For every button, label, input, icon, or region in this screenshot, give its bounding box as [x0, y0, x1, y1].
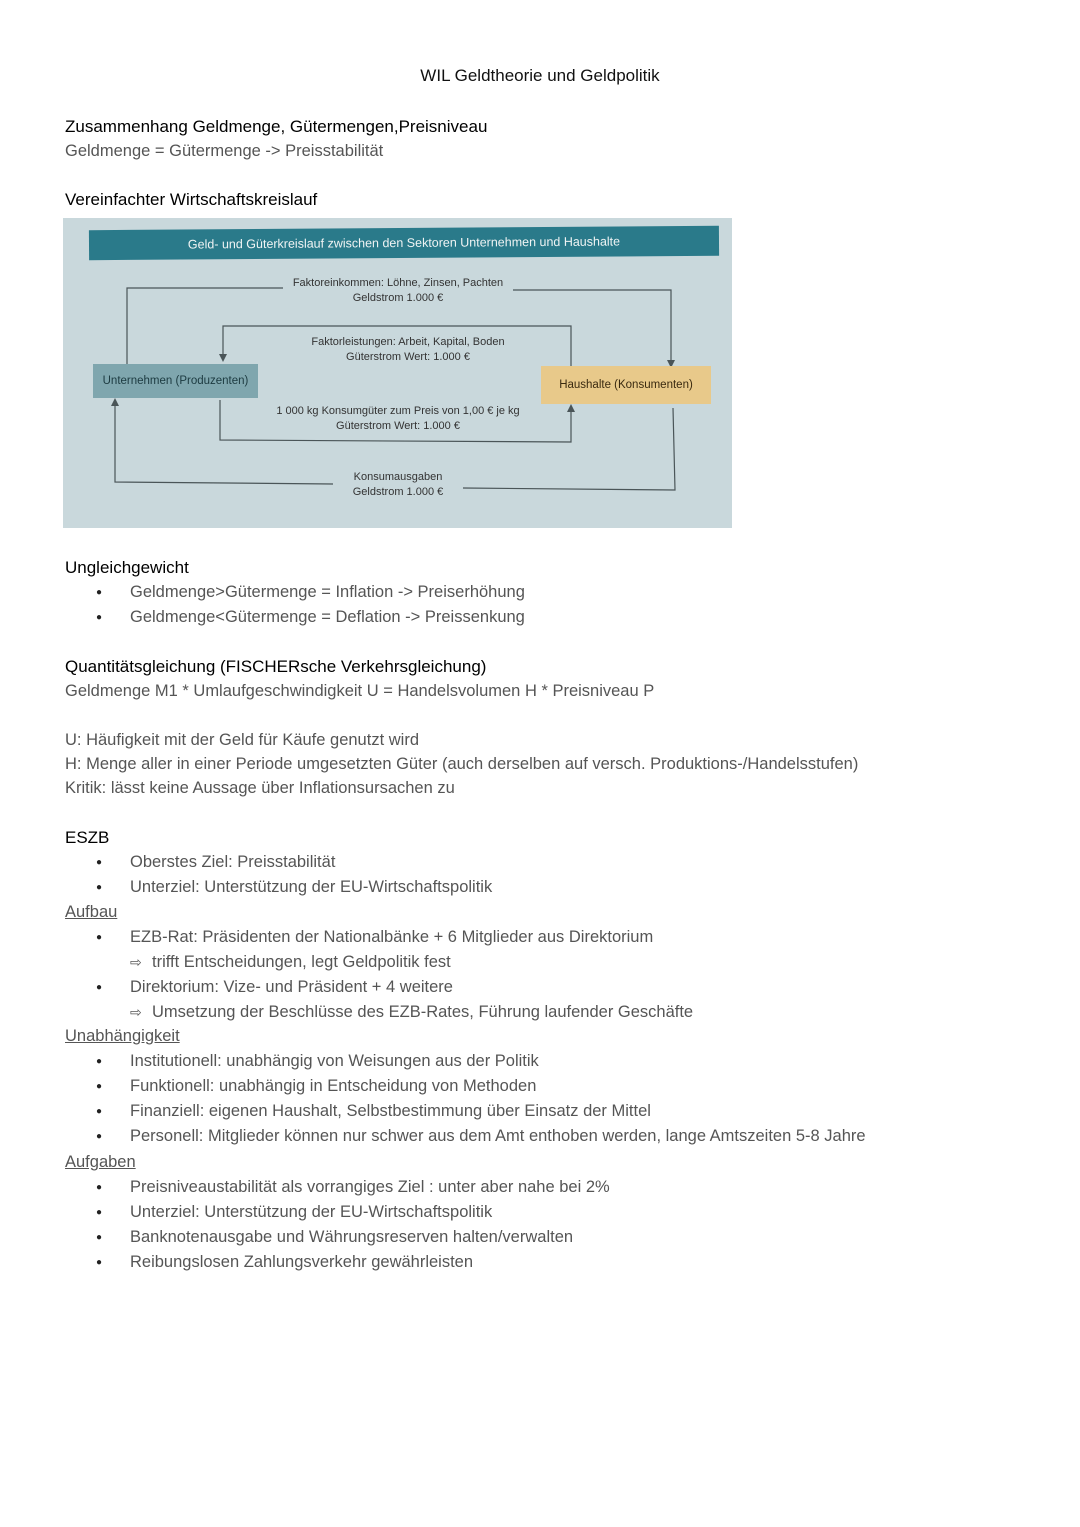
heading-zusammenhang: Zusammenhang Geldmenge, Gütermengen,Preisniveau	[65, 117, 488, 136]
arrow-right-icon: ⇨	[130, 954, 142, 970]
document-title: WIL Geldtheorie und Geldpolitik	[420, 66, 660, 85]
list-subitem	[96, 1000, 693, 1025]
box-unternehmen: Unternehmen (Produzenten)	[93, 364, 258, 398]
list-item: ● Geldmenge>Gütermenge = Inflation -> Preiserhöhung	[96, 580, 525, 605]
list-item: ● Preisniveaustabilität als vorrangiges Ziel : unter aber nahe bei 2%	[96, 1175, 610, 1200]
list-item: ● Direktorium: Vize- und Präsident + 4 weitere	[96, 975, 693, 1000]
label-faktoreinkommen-line2: Geldstrom 1.000 €	[352, 292, 444, 304]
list-item: ● Reibungslosen Zahlungsverkehr gewährleisten	[96, 1250, 610, 1275]
label-konsumausgaben	[333, 470, 463, 500]
list-item: ● Institutionell: unabhängig von Weisungen aus der Politik	[96, 1049, 866, 1074]
label-konsumausgaben-line1: Konsumausgaben	[353, 471, 443, 483]
list-aufbau	[96, 925, 693, 1025]
label-konsumgueter	[258, 404, 538, 434]
label-faktorleistungen	[293, 335, 523, 365]
heading-eszb: ESZB	[65, 828, 110, 847]
label-unabhaengigkeit: Unabhängigkeit	[65, 1027, 180, 1045]
list-item: ● Finanziell: eigenen Haushalt, Selbstbestimmung über Einsatz der Mittel	[96, 1099, 866, 1124]
list-item: ● Banknotenausgabe und Währungsreserven halten/verwalten	[96, 1225, 610, 1250]
diagram-banner: Geld- und Güterkreislauf zwischen den Sektoren Unternehmen und Haushalte	[89, 226, 719, 260]
label-faktorleistungen-line2: Güterstrom Wert: 1.000 €	[346, 351, 470, 363]
list-item: ● Personell: Mitglieder können nur schwer aus dem Amt enthoben werden, lange Amtszeiten 5-8 Jahre	[96, 1124, 866, 1149]
heading-wirtschaftskreislauf: Vereinfachter Wirtschaftskreislauf	[65, 190, 318, 209]
heading-quantitaetsgleichung: Quantitätsgleichung (FISCHERsche Verkehrsgleichung)	[65, 657, 487, 676]
list-item: ● EZB-Rat: Präsidenten der Nationalbänke + 6 Mitglieder aus Direktorium	[96, 925, 693, 950]
label-aufbau: Aufbau	[65, 903, 118, 921]
list-subitem-text: Umsetzung der Beschlüsse des EZB-Rates, Führung laufender Geschäfte	[152, 1003, 694, 1021]
text-geldmenge: Geldmenge = Gütermenge -> Preisstabilität	[65, 142, 384, 160]
list-item: ● Geldmenge<Gütermenge = Deflation -> Preissenkung	[96, 605, 525, 630]
list-aufgaben	[96, 1175, 610, 1275]
box-haushalte: Haushalte (Konsumenten)	[541, 366, 711, 404]
label-faktoreinkommen	[283, 276, 513, 306]
text-u-definition: U: Häufigkeit mit der Geld für Käufe genutzt wird	[65, 731, 419, 749]
list-ungleichgewicht	[96, 580, 525, 630]
label-konsumgueter-line2: Güterstrom Wert: 1.000 €	[336, 420, 460, 432]
label-aufgaben: Aufgaben	[65, 1153, 136, 1171]
diagram-wirtschaftskreislauf	[63, 218, 732, 528]
label-konsumgueter-line1: 1 000 kg Konsumgüter zum Preis von 1,00 € je kg	[276, 405, 520, 417]
label-faktorleistungen-line1: Faktorleistungen: Arbeit, Kapital, Boden	[311, 336, 505, 348]
list-item: ● Unterziel: Unterstützung der EU-Wirtschaftspolitik	[96, 1200, 610, 1225]
list-subitem-text: trifft Entscheidungen, legt Geldpolitik fest	[152, 953, 451, 971]
arrow-right-icon: ⇨	[130, 1004, 142, 1020]
list-item: ● Funktionell: unabhängig in Entscheidung von Methoden	[96, 1074, 866, 1099]
text-kritik: Kritik: lässt keine Aussage über Inflationsursachen zu	[65, 779, 455, 797]
label-konsumausgaben-line2: Geldstrom 1.000 €	[352, 486, 444, 498]
list-subitem	[96, 950, 693, 975]
heading-ungleichgewicht: Ungleichgewicht	[65, 558, 189, 577]
label-faktoreinkommen-line1: Faktoreinkommen: Löhne, Zinsen, Pachten	[292, 277, 504, 289]
text-h-definition: H: Menge aller in einer Periode umgesetzten Güter (auch derselben auf versch. Produktions-/Handelsstufen)	[65, 755, 859, 773]
list-eszb-goals	[96, 850, 492, 900]
text-formula: Geldmenge M1 * Umlaufgeschwindigkeit U = Handelsvolumen H * Preisniveau P	[65, 682, 655, 700]
list-unabhaengigkeit	[96, 1049, 866, 1149]
list-item: ● Unterziel: Unterstützung der EU-Wirtschaftspolitik	[96, 875, 492, 900]
list-item: ● Oberstes Ziel: Preisstabilität	[96, 850, 492, 875]
